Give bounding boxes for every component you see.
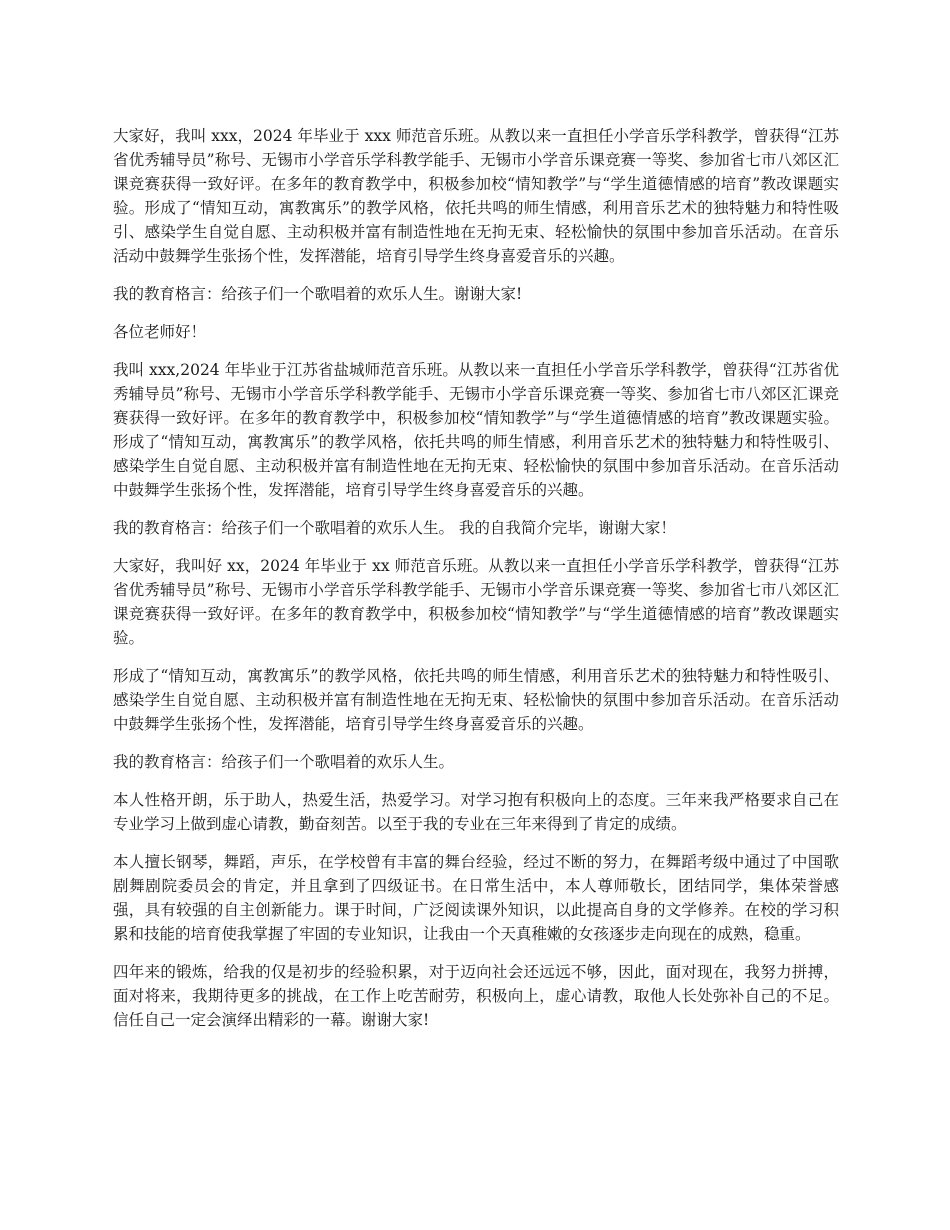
paragraph-skills: 本人擅长钢琴，舞蹈，声乐，在学校曾有丰富的舞台经验，经过不断的努力，在舞蹈考级中通过了中国歌剧舞剧院委员会的肯定，并且拿到了四级证书。在日常生活中，本人尊师敬长，团结同学，集体荣誉感强，具有较强的自主创新能力。课于时间，广泛阅读课外知识，以此提高自身的文学修养。在校的学习积累和技能的培育使我掌握了牢固的专业知识，让我由一个天真稚嫩的女孩逐步走向现在的成熟，稳重。	[113, 853, 839, 943]
paragraph-greeting: 各位老师好！	[113, 323, 207, 341]
paragraph-intro-1: 大家好，我叫 xxx，2024 年毕业于 xxx 师范音乐班。从教以来一直担任小学音乐学科教学，曾获得“江苏省优秀辅导员”称号、无锡市小学音乐学科教学能手、无锡市小学音乐课竞赛一等奖、参加省七市八郊区汇课竞赛获得一致好评。在多年的教育教学中，积极参加校“情知教学”与“学生道德情感的培育”教改课题实验。形成了“情知互动，寓教寓乐”的教学风格，依托共鸣的师生情感，利用音乐艺术的独特魅力和特性吸引、感染学生自觉自愿、主动积极并富有制造性地在无拘无束、轻松愉快的氛围中参加音乐活动。在音乐活动中鼓舞学生张扬个性，发挥潜能，培育引导学生终身喜爱音乐的兴趣。	[113, 127, 839, 265]
paragraph-personality: 本人性格开朗，乐于助人，热爱生活，热爱学习。对学习抱有积极向上的态度。三年来我严格要求自己在专业学习上做到虚心请教，勤奋刻苦。以至于我的专业在三年来得到了肯定的成绩。	[113, 791, 839, 833]
paragraph-motto-1: 我的教育格言：给孩子们一个歌唱着的欢乐人生。谢谢大家!	[113, 285, 523, 303]
paragraph-intro-2: 我叫 xxx,2024 年毕业于江苏省盐城师范音乐班。从教以来一直担任小学音乐学科教学，曾获得“江苏省优秀辅导员”称号、无锡市小学音乐学科教学能手、无锡市小学音乐课竞赛一等奖、参加省七市八郊区汇课竞赛获得一致好评。在多年的教育教学中，积极参加校“情知教学”与“学生道德情感的培育”教改课题实验。形成了“情知互动，寓教寓乐”的教学风格，依托共鸣的师生情感，利用音乐艺术的独特魅力和特性吸引、感染学生自觉自愿、主动积极并富有制造性地在无拘无束、轻松愉快的氛围中参加音乐活动。在音乐活动中鼓舞学生张扬个性，发挥潜能，培育引导学生终身喜爱音乐的兴趣。	[113, 361, 839, 499]
paragraph-teaching-style: 形成了“情知互动，寓教寓乐”的教学风格，依托共鸣的师生情感，利用音乐艺术的独特魅力和特性吸引、感染学生自觉自愿、主动积极并富有制造性地在无拘无束、轻松愉快的氛围中参加音乐活动。在音乐活动中鼓舞学生张扬个性，发挥潜能，培育引导学生终身喜爱音乐的兴趣。	[113, 667, 839, 733]
document-body	[113, 124, 839, 1046]
paragraph-motto-3: 我的教育格言：给孩子们一个歌唱着的欢乐人生。	[113, 753, 455, 771]
paragraph-intro-3: 大家好，我叫好 xx，2024 年毕业于 xx 师范音乐班。从教以来一直担任小学音乐学科教学，曾获得“江苏省优秀辅导员”称号、无锡市小学音乐学科教学能手、无锡市小学音乐课竞赛一等奖、参加省七市八郊区汇课竞赛获得一致好评。在多年的教育教学中，积极参加校“情知教学”与“学生道德情感的培育”教改课题实验。	[113, 557, 839, 647]
paragraph-motto-2: 我的教育格言：给孩子们一个歌唱着的欢乐人生。 我的自我简介完毕，谢谢大家！	[113, 519, 676, 537]
paragraph-conclusion: 四年来的锻炼，给我的仅是初步的经验积累，对于迈向社会还远远不够，因此，面对现在，我努力拼搏，面对将来，我期待更多的挑战，在工作上吃苦耐劳，积极向上，虚心请教，取他人长处弥补自己的不足。信任自己一定会演绎出精彩的一幕。谢谢大家!	[113, 963, 839, 1029]
